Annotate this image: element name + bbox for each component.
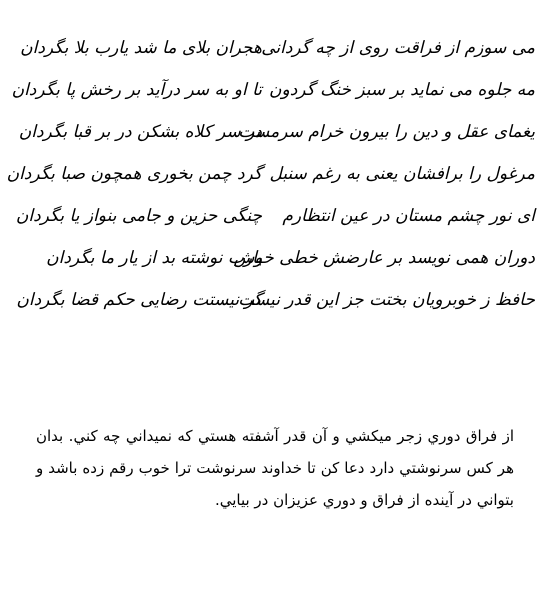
verse-line <box>0 198 547 234</box>
verse-line <box>0 156 547 192</box>
hemistich-first: مرغول را برافشان یعنی به رغم سنبل <box>269 164 535 184</box>
hemistich-second: یارب نوشته بد از یار ما بگردان <box>46 248 262 268</box>
interpretation-text: از فراق دوري زجر ميكشي و آن قدر آشفته هستي كه نميداني چه كني. بدان هر كس سرنوشتي دارد دعا كن تا خداوند سرنوشت ترا خوب رقم زده باشد و بتواني در آينده از فراق و دوري عزيزان در بيايي. <box>36 427 514 509</box>
verse-line <box>0 72 547 108</box>
hemistich-first: حافظ ز خوبرویان بختت جز این قدر نیست <box>238 290 535 310</box>
hemistich-second: گر نیستت رضایی حکم قضا بگردان <box>16 290 262 310</box>
hemistich-second: هجران بلای ما شد یارب بلا بگردان <box>20 38 262 58</box>
hemistich-second: در سر کلاه بشکن در بر قبا بگردان <box>18 122 262 142</box>
hemistich-first: مه جلوه می نماید بر سبز خنگ گردون <box>269 80 535 100</box>
hemistich-second: تا او به سر درآید بر رخش پا بگردان <box>11 80 262 100</box>
hemistich-first: می سوزم از فراقت روی از چه گردانی <box>261 38 535 58</box>
verse-line <box>0 282 547 318</box>
hemistich-first: دوران همی نویسد بر عارضش خطی خوش <box>233 248 535 268</box>
hemistich-second: چنگی حزین و جامی بنواز یا بگردان <box>15 206 262 226</box>
verse-line <box>0 30 547 66</box>
hemistich-second: گرد چمن بخوری همچون صبا بگردان <box>6 164 262 184</box>
poem-block <box>0 30 547 340</box>
verse-line <box>0 240 547 276</box>
verse-line <box>0 114 547 150</box>
hemistich-first: ای نور چشم مستان در عین انتظارم <box>282 206 535 226</box>
hemistich-first: یغمای عقل و دین را بیرون خرام سرمست <box>238 122 535 142</box>
